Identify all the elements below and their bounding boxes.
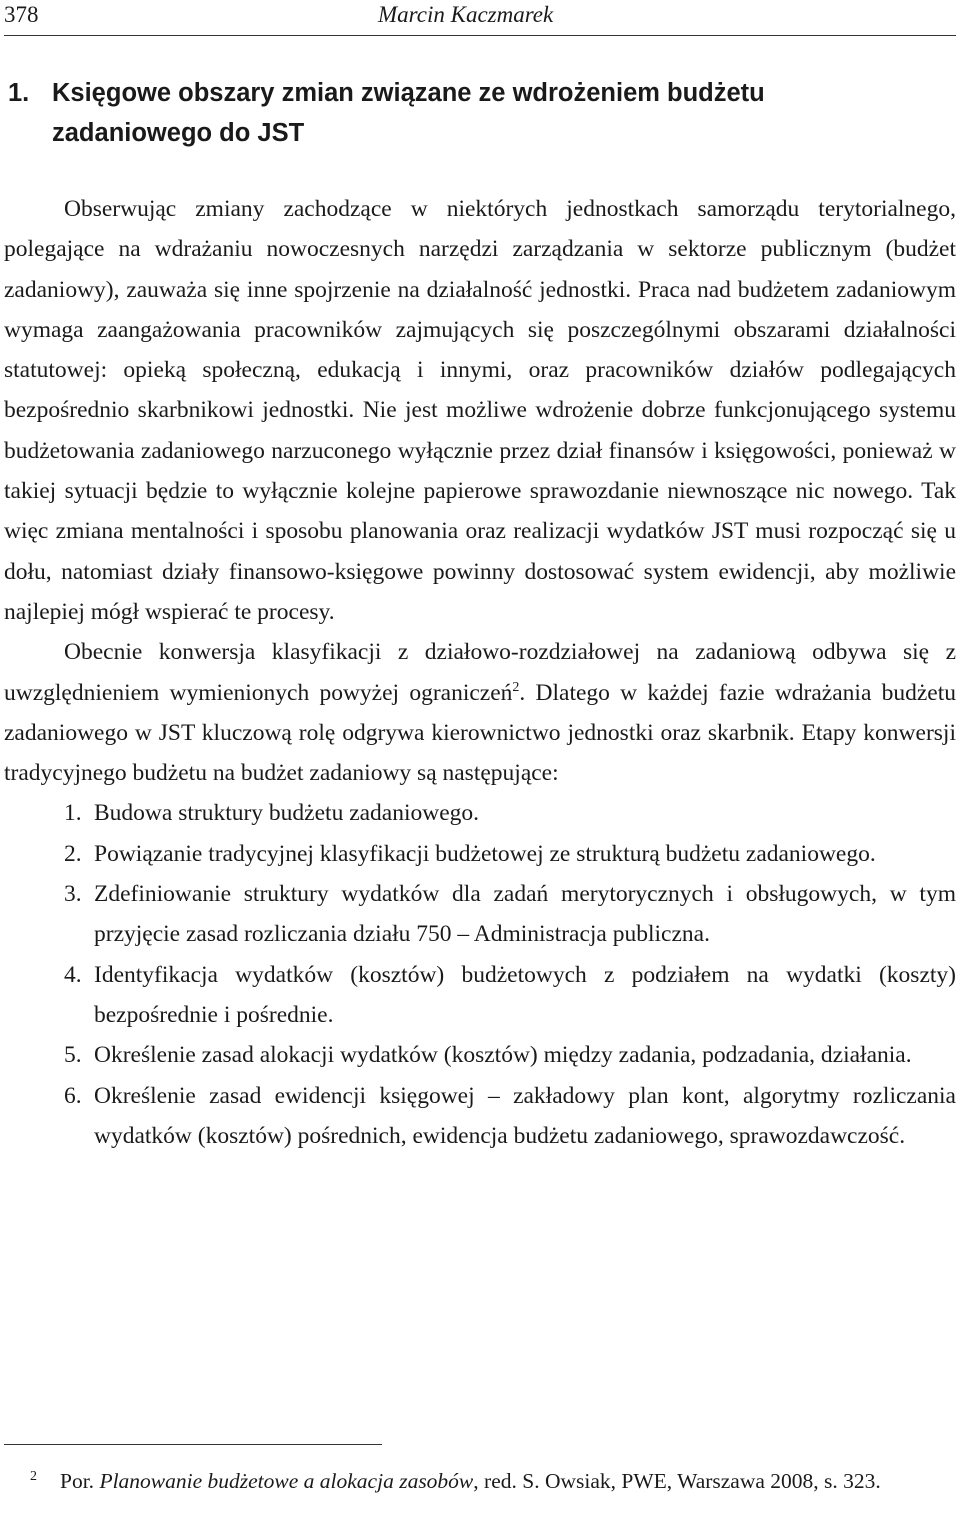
list-item-text: Określenie zasad ewidencji księgowej – zakładowy plan kont, algorytmy rozliczania wydatków (kosztów) pośrednich, ewidencja budżetu zadaniowego, sprawozdawczość. <box>94 1082 956 1149</box>
footnote-cited-title: Planowanie budżetowe a alokacja zasobów <box>99 1469 474 1493</box>
list-item <box>4 834 956 874</box>
conversion-steps-list <box>4 793 956 1156</box>
list-item-text: Identyfikacja wydatków (kosztów) budżetowych z podziałem na wydatki (koszty) bezpośrednie i pośrednie. <box>94 961 956 1028</box>
footnote: 2 Por. Planowanie budżetowe a alokacja zasobów, red. S. Owsiak, PWE, Warszawa 2008, s. 323. <box>30 1468 881 1493</box>
body-text <box>4 189 956 1156</box>
paragraph-2-text-before: Obecnie konwersja klasyfikacji z działowo-rozdziałowej na zadaniową odbywa się z uwzględnieniem wymienionych powyżej ograniczeń <box>4 639 956 706</box>
list-item <box>4 1076 956 1157</box>
list-item-text: Określenie zasad alokacji wydatków (kosztów) między zadania, podzadania, działania. <box>94 1042 912 1069</box>
list-item-number: 1. <box>64 800 82 827</box>
footnote-prefix: Por. <box>60 1469 95 1493</box>
header-rule <box>4 35 956 36</box>
page-header <box>0 0 960 40</box>
list-item-number: 5. <box>64 1042 82 1069</box>
footnote-citation-details: , red. S. Owsiak, PWE, Warszawa 2008, s. 323. <box>473 1469 881 1493</box>
list-item <box>4 1035 956 1075</box>
footnote-separator <box>4 1444 382 1445</box>
list-item <box>4 874 956 955</box>
list-item <box>4 793 956 833</box>
running-head-author: Marcin Kaczmarek <box>378 2 554 27</box>
list-item-text: Powiązanie tradycyjnej klasyfikacji budżetowej ze strukturą budżetu zadaniowego. <box>94 840 876 867</box>
list-item <box>4 955 956 1036</box>
paragraph-2 <box>4 632 956 793</box>
list-item-number: 6. <box>64 1082 82 1109</box>
list-item-number: 4. <box>64 961 82 988</box>
list-item-text: Zdefiniowanie struktury wydatków dla zadań merytorycznych i obsługowych, w tym przyjęcie zasad rozliczania działu 750 – Administracja publiczna. <box>94 881 956 948</box>
paragraph-2-text-after: . Dlatego w każdej fazie wdrażania budżetu zadaniowego w JST kluczową rolę odgrywa kierownictwo jednostki oraz skarbnik. Etapy konwersji tradycyjnego budżetu na budżet zadaniowy są następujące: <box>4 679 957 787</box>
list-item-text: Budowa struktury budżetu zadaniowego. <box>94 800 480 827</box>
paragraph-1: Obserwując zmiany zachodzące w niektórych jednostkach samorządu terytorialnego, polegające na wdrażaniu nowoczesnych narzędzi zarządzania w sektorze publicznym (budżet zadaniowy), zauważa się inne spojrzenie na działalność jednostki. Praca nad budżetem zadaniowym wymaga zaangażowania pracowników zajmujących się poszczególnymi obszarami działalności statutowej: opieką społeczną, edukacją i innymi, oraz pracowników działów podlegających bezpośrednio skarbnikowi jednostki. Nie jest możliwe wdrożenie dobrze funkcjonującego systemu budżetowania zadaniowego narzuconego wyłącznie przez dział finansów i księgowości, ponieważ w takiej sytuacji będzie to wyłącznie kolejne papierowe sprawozdanie niewnoszące nic nowego. Tak więc zmiana mentalności i sposobu planowania oraz realizacji wydatków JST musi rozpocząć się u dołu, natomiast działy finansowo-księgowe powinny dostosować system ewidencji, aby możliwie najlepiej mógł wspierać te procesy. <box>4 196 956 625</box>
section-number: 1. <box>8 79 30 107</box>
footnote-reference: 2 <box>512 679 520 695</box>
page-number: 378 <box>4 2 39 27</box>
list-item-number: 2. <box>64 840 82 867</box>
section-title: Księgowe obszary zmian związane ze wdrożeniem budżetu zadaniowego do JST <box>52 79 765 147</box>
section-heading <box>4 73 924 153</box>
list-item-number: 3. <box>64 881 82 908</box>
